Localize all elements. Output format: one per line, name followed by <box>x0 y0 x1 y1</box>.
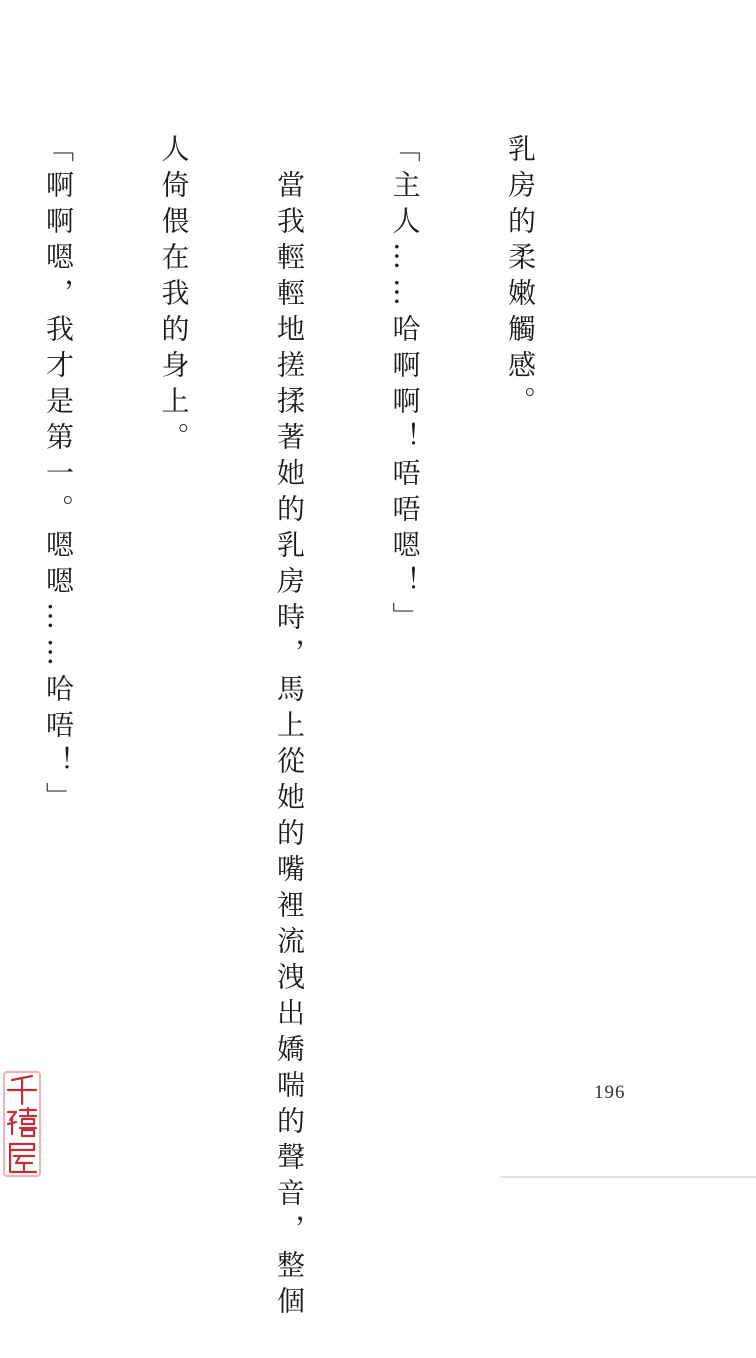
scan-edge-line <box>500 1176 756 1178</box>
text-column: 「主人……哈啊啊！唔唔嗯！」 <box>388 134 422 638</box>
text-column: 當我輕輕地搓揉著她的乳房時，馬上從她的嘴裡流洩出嬌喘的聲音，整個 <box>273 134 306 1322</box>
red-seal-stamp-icon <box>2 1068 42 1180</box>
text-column: 人倚偎在我的身上。 <box>157 134 191 458</box>
text-column: 乳房的柔嫩觸感。 <box>504 134 537 422</box>
page-number: 196 <box>594 1082 626 1103</box>
text-column: 「啊啊嗯，我才是第一。嗯嗯……哈唔！」 <box>42 134 75 818</box>
